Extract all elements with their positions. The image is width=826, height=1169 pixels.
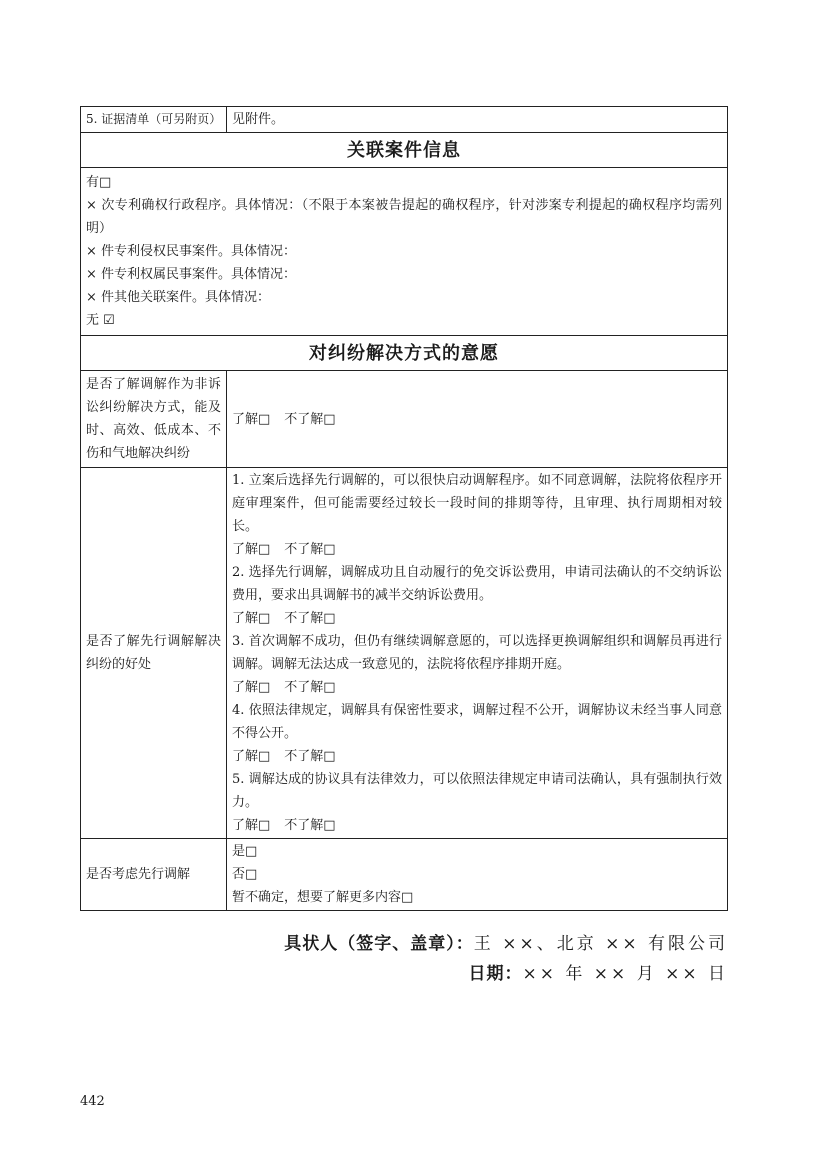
question-label: 是否了解先行调解解决纠纷的好处: [81, 468, 227, 839]
option-not-understand[interactable]: 不了解□: [284, 542, 336, 557]
benefit-item: 3. 首次调解不成功，但仍有继续调解意愿的，可以选择更换调解组织和调解员再进行调解。调解无法达成一致意见的，法院将依程序排期开庭。: [232, 634, 722, 672]
benefit-options: [232, 814, 722, 837]
benefit-options: [232, 538, 722, 561]
question-consider-mediation: [81, 839, 728, 911]
option-no[interactable]: 否□: [232, 867, 258, 882]
signature-line: [284, 929, 728, 954]
benefit-options: [232, 607, 722, 630]
dispute-heading: 对纠纷解决方式的意愿: [81, 336, 728, 371]
related-case-line: × 件专利权属民事案件。具体情况：: [86, 267, 297, 282]
dispute-heading-row: [81, 336, 728, 371]
benefit-item: 2. 选择先行调解，调解成功且自动履行的免交诉讼费用，申请司法确认的不交纳诉讼费用，要求出具调解书的减半交纳诉讼费用。: [232, 565, 722, 603]
option-yes[interactable]: 是□: [232, 844, 258, 859]
benefit-item: 4. 依照法律规定，调解具有保密性要求，调解过程不公开，调解协议未经当事人同意不得公开。: [232, 703, 722, 741]
related-cases-row: [81, 168, 728, 336]
evidence-value: 见附件。: [227, 107, 728, 133]
related-case-line: × 次专利确权行政程序。具体情况：（不限于本案被告提起的确权程序，针对涉案专利提起的确权程序均需列明）: [86, 198, 722, 236]
option-not-understand[interactable]: 不了解□: [284, 411, 336, 427]
related-case-line: × 件专利侵权民事案件。具体情况：: [86, 244, 297, 259]
benefit-item: 5. 调解达成的协议具有法律效力，可以依照法律规定申请司法确认，具有强制执行效力。: [232, 772, 722, 810]
date-line: [469, 959, 728, 984]
question-mediation-awareness: [81, 371, 728, 468]
benefit-options: [232, 676, 722, 699]
complaint-form-table: [80, 106, 728, 911]
option-not-understand[interactable]: 不了解□: [284, 680, 336, 695]
question-label: 是否考虑先行调解: [81, 839, 227, 911]
option-understand[interactable]: 了解□: [232, 749, 271, 764]
consider-options: [227, 839, 728, 911]
benefit-options: [232, 745, 722, 768]
question-mediation-benefits: [81, 468, 728, 839]
benefit-item: 1. 立案后选择先行调解的，可以很快启动调解程序。如不同意调解，法院将依程序开庭审理案件，但可能需要经过较长一段时间的排期等待，且审理、执行周期相对较长。: [232, 473, 722, 534]
option-understand[interactable]: 了解□: [232, 680, 271, 695]
date-label: 日期：: [468, 964, 523, 984]
evidence-row: [81, 107, 728, 133]
option-not-understand[interactable]: 不了解□: [284, 818, 336, 833]
related-cases-content: [81, 168, 728, 336]
date-value: ×× 年 ×× 月 ×× 日: [522, 964, 728, 984]
option-undecided[interactable]: 暂不确定，想要了解更多内容□: [232, 890, 414, 905]
option-understand[interactable]: 了解□: [232, 542, 271, 557]
related-cases-heading: 关联案件信息: [81, 133, 728, 168]
signature-label: 具状人（签字、盖章）：: [284, 934, 474, 954]
option-understand[interactable]: 了解□: [232, 611, 271, 626]
option-understand[interactable]: 了解□: [232, 818, 271, 833]
related-cases-heading-row: [81, 133, 728, 168]
option-not-understand[interactable]: 不了解□: [284, 749, 336, 764]
question-label: 是否了解调解作为非诉讼纠纷解决方式，能及时、高效、低成本、不伤和气地解决纠纷: [81, 371, 227, 468]
option-understand[interactable]: 了解□: [232, 411, 271, 427]
evidence-label: 5. 证据清单（可另附页）: [81, 107, 227, 133]
related-case-line: 有□: [86, 175, 112, 190]
page-number: 442: [80, 1094, 105, 1109]
option-not-understand[interactable]: 不了解□: [284, 611, 336, 626]
signature-value: 王 ××、北京 ×× 有限公司: [473, 934, 728, 954]
question-options: [227, 371, 728, 468]
related-case-line: × 件其他关联案件。具体情况：: [86, 290, 271, 305]
related-case-line: 无 ☑: [86, 313, 115, 328]
benefit-list: [227, 468, 728, 839]
